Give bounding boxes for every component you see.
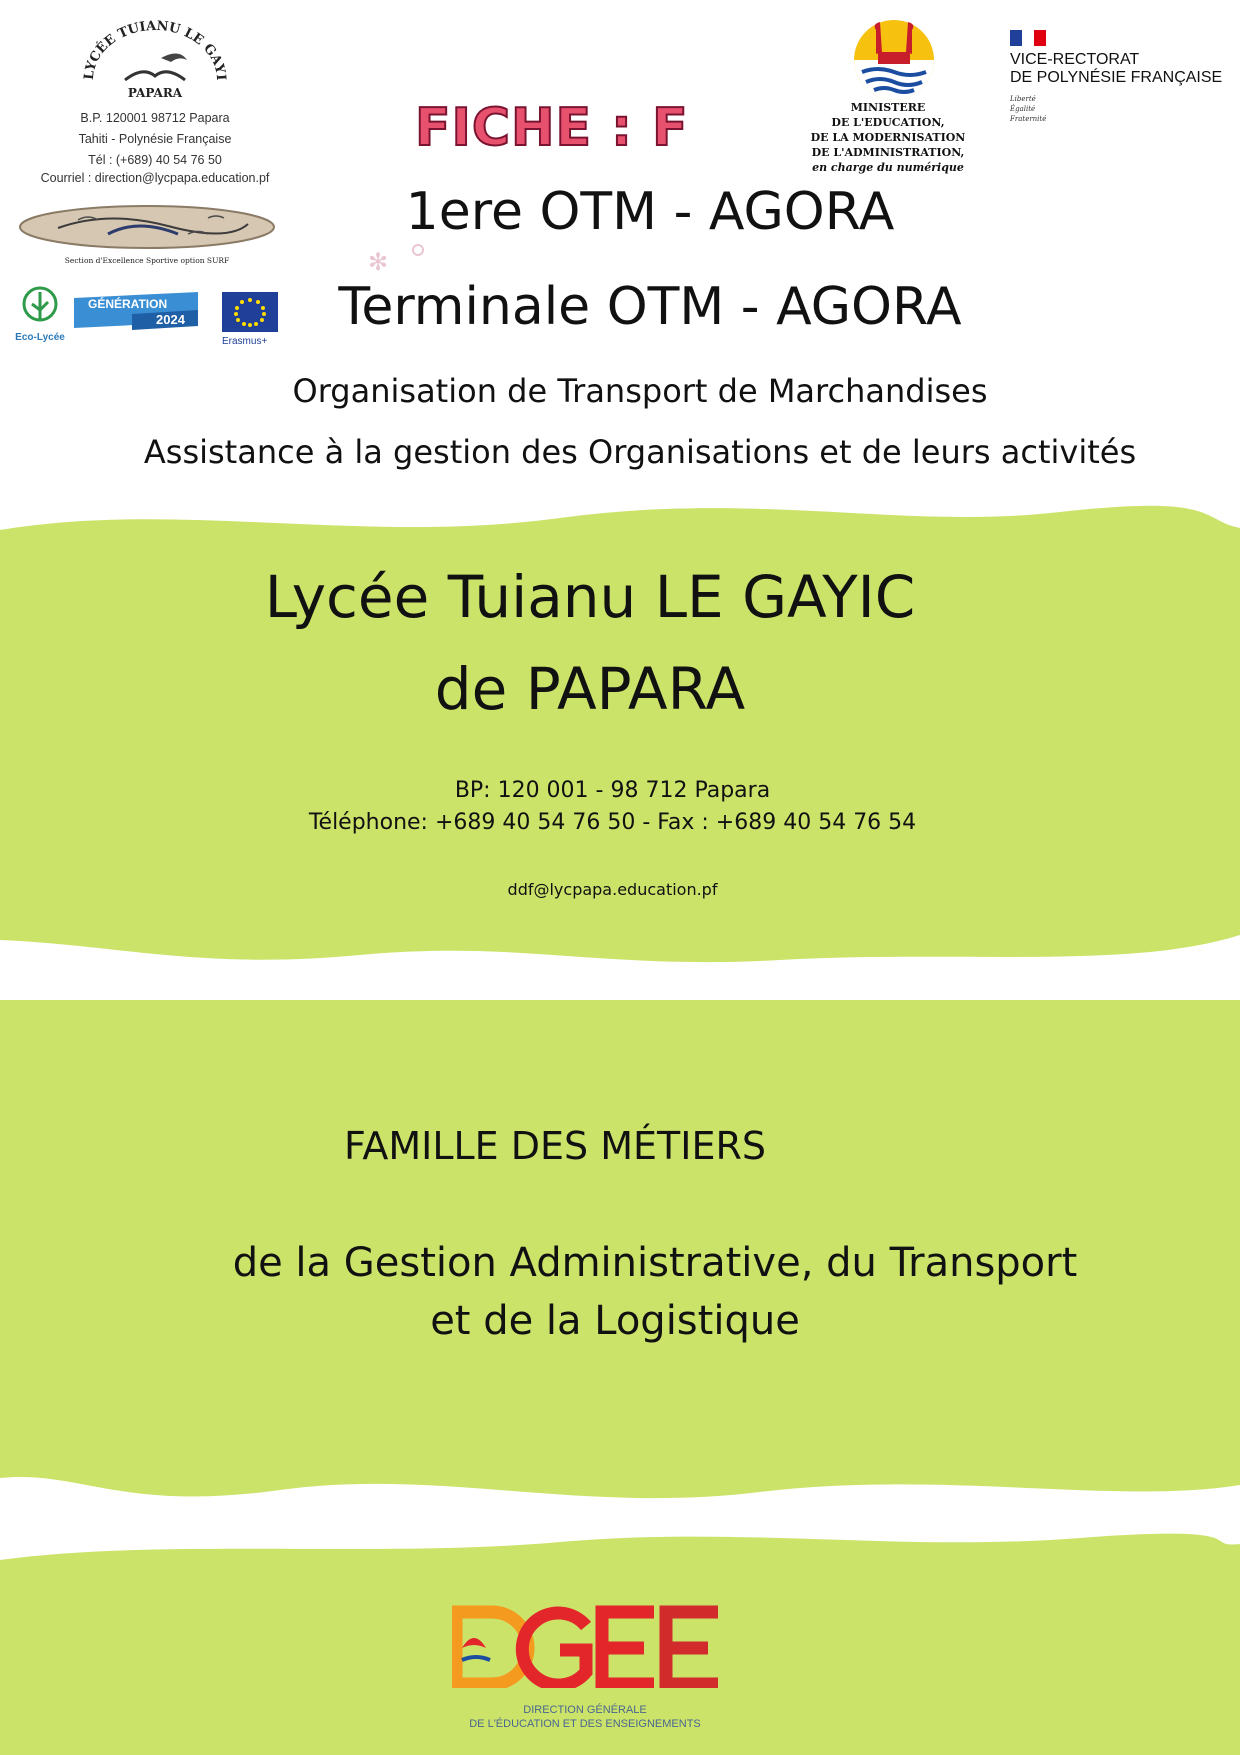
address-line-4: Courriel : direction@lycpapa.education.pf — [40, 171, 270, 185]
title-line-1: 1ere OTM - AGORA — [405, 182, 895, 242]
postal-box: BP: 120 001 - 98 712 Papara — [454, 778, 771, 803]
generation-label: GÉNÉRATION — [88, 297, 168, 311]
surf-caption: Section d'Excellence Sportive option SURF — [64, 256, 230, 265]
marianne-flag-icon — [1010, 30, 1046, 46]
school-logo-place: PAPARA — [127, 86, 183, 100]
dgee-line-2: DE L'ÉDUCATION ET DES ENSEIGNEMENTS — [469, 1718, 701, 1730]
dgee-logo — [452, 1598, 722, 1688]
ministry-line-3: DE LA MODERNISATION — [810, 131, 966, 144]
ministry-emblem — [848, 14, 940, 104]
school-name-line-1: Lycée Tuianu LE GAYIC — [264, 563, 916, 631]
subtitle-line-2: Assistance à la gestion des Organisations et de leurs activités — [143, 433, 1137, 471]
erasmus-label: Erasmus+ — [222, 336, 268, 347]
famille-metiers-title: FAMILLE DES MÉTIERS — [343, 1124, 766, 1168]
svg-text:LYCÉE TUIANU LE GAYIC: LYCÉE TUIANU LE GAYI — [81, 18, 229, 81]
vice-rectorat-line-2: DE POLYNÉSIE FRANÇAISE — [1010, 69, 1223, 86]
republic-motto — [1010, 94, 1046, 124]
address-line-1: B.P. 120001 98712 Papara — [80, 111, 230, 125]
ministry-line-5: en charge du numérique — [812, 161, 964, 174]
metiers-line-2: et de la Logistique — [430, 1298, 800, 1344]
metiers-line-1: de la Gestion Administrative, du Transport — [232, 1240, 1078, 1286]
title-line-2: Terminale OTM - AGORA — [338, 277, 962, 337]
school-name-line-2: de PAPARA — [434, 655, 746, 723]
address-line-3: Tél : (+689) 40 54 76 50 — [88, 153, 222, 167]
ministry-line-1: MINISTERE — [850, 101, 926, 114]
vice-rectorat-line-1: VICE-RECTORAT — [1010, 51, 1140, 68]
vice-rectorat-title — [1010, 51, 1222, 87]
eco-lycee-label: Eco-Lycée — [15, 332, 65, 343]
sparkle-icon: ✻ — [368, 248, 389, 276]
email-address: ddf@lycpapa.education.pf — [507, 880, 718, 899]
ministry-line-4: DE L'ADMINISTRATION, — [811, 146, 965, 159]
motto-egalite: Égalité — [1010, 105, 1036, 113]
ministry-text — [790, 100, 986, 175]
dgee-line-1: DIRECTION GÉNÉRALE — [523, 1704, 647, 1716]
dot-icon — [412, 244, 424, 256]
generation-year: 2024 — [156, 312, 185, 327]
motto-fraternite: Fraternité — [1010, 115, 1047, 123]
fiche-label: FICHE : F — [415, 98, 689, 158]
address-line-2: Tahiti - Polynésie Française — [78, 132, 232, 146]
phone-fax: Téléphone: +689 40 54 76 50 - Fax : +689 40 54 76 54 — [308, 810, 917, 835]
motto-liberte: Liberté — [1010, 95, 1036, 103]
subtitle-line-1: Organisation de Transport de Marchandises — [292, 372, 988, 410]
ministry-line-2: DE L'EDUCATION, — [831, 116, 945, 129]
